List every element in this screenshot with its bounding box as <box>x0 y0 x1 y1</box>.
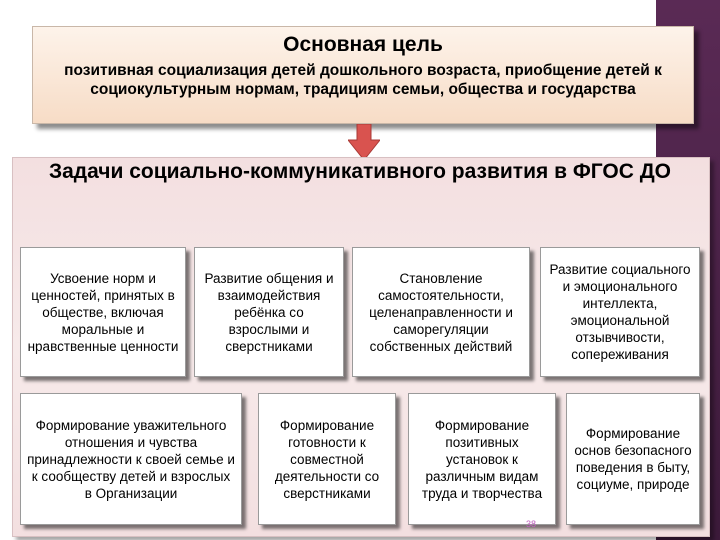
page-number: 38 <box>526 519 537 529</box>
task-card-respect-family <box>20 393 242 525</box>
task-card-text: Формирование позитивных установок к различным видам труда и творчества <box>421 417 543 501</box>
task-card-communication <box>194 247 344 377</box>
task-card-text: Формирование уважительного отношения и чувства принадлежности к своей семье и к сообществу детей и взрослых в Организации <box>27 417 235 501</box>
task-card-text: Формирование готовности к совместной деятельности со сверстниками <box>274 417 380 501</box>
task-card-joint-activity <box>258 393 396 525</box>
task-card-safety <box>566 393 700 525</box>
task-card-text: Становление самостоятельности, целенаправленности и саморегуляции собственных действий <box>369 270 513 354</box>
task-card-text: Формирование основ безопасного поведения в быту, социуме, природе <box>574 426 692 492</box>
main-goal-title: Основная цель <box>283 33 443 56</box>
task-card-labor-creativity <box>408 393 556 525</box>
main-goal-text: позитивная социализация детей дошкольного возраста, приобщение детей к социокультурным нормам, традициям семьи, общества и государства <box>64 62 662 98</box>
down-arrow-icon <box>348 124 380 160</box>
task-card-norms <box>20 247 186 377</box>
main-goal-box <box>32 26 694 124</box>
task-card-text: Усвоение норм и ценностей, принятых в обществе, включая моральные и нравственные ценности <box>27 270 179 354</box>
task-card-emotional-intelligence <box>540 247 700 377</box>
task-card-text: Развитие социального и эмоционального интеллекта, эмоциональной отзывчивости, сопереживания <box>549 262 691 362</box>
task-card-independence <box>352 247 530 377</box>
tasks-title: Задачи социально-коммуникативного развития в ФГОС ДО <box>48 160 672 183</box>
task-card-text: Развитие общения и взаимодействия ребёнка со взрослыми и сверстниками <box>204 270 334 354</box>
